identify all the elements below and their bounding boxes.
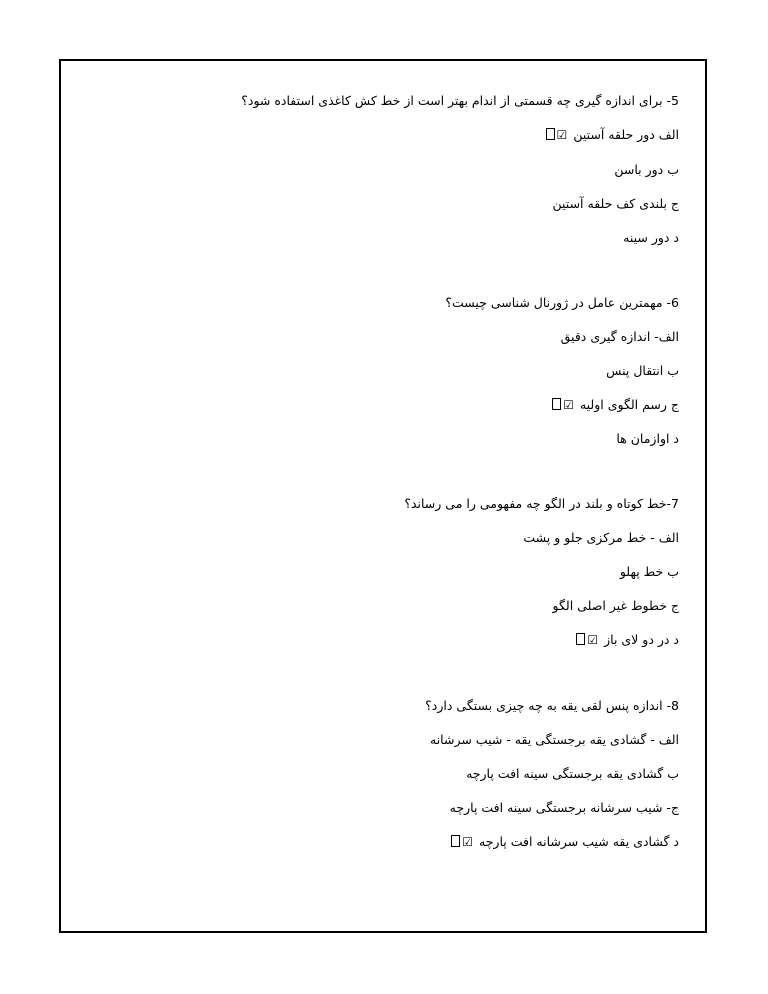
question-7-option-d[interactable] xyxy=(576,632,679,648)
question-5-option-a[interactable] xyxy=(546,127,679,143)
question-8-option-c[interactable]: ج- شیب سرشانه برجستگی سینه افت پارچه xyxy=(449,800,679,815)
empty-box-icon xyxy=(546,128,555,140)
question-7-option-c[interactable]: ج خطوط غیر اصلی الگو xyxy=(552,598,679,613)
empty-box-icon xyxy=(451,835,460,847)
answer-mark xyxy=(546,127,569,143)
answer-mark xyxy=(451,834,474,850)
question-7-text: 7-خط کوتاه و بلند در الگو چه مفهومی را می رساند؟ xyxy=(404,496,679,511)
question-6-option-a[interactable]: الف- اندازه گیری دقیق xyxy=(560,329,679,344)
question-6-option-c[interactable] xyxy=(552,397,679,413)
option-label: د در دو لای باز xyxy=(604,632,679,647)
question-5-option-c[interactable]: ج بلندی کف حلقه آستین xyxy=(552,196,679,211)
check-icon: ☑ xyxy=(556,128,569,142)
question-5-text: 5- برای اندازه گیری چه قسمتی از اندام بهتر است از خط کش کاغذی استفاده شود؟ xyxy=(241,93,679,108)
answer-mark xyxy=(552,397,575,413)
check-icon: ☑ xyxy=(587,633,600,647)
check-icon: ☑ xyxy=(563,398,575,412)
question-8-option-a[interactable]: الف - گشادی یقه برجستگی یقه - شیب سرشانه xyxy=(430,732,679,747)
question-6-option-b[interactable]: ب انتقال پنس xyxy=(606,363,679,378)
option-label: د گشادی یقه شیب سرشانه افت پارچه xyxy=(479,834,679,849)
check-icon: ☑ xyxy=(462,835,474,849)
question-5-option-b[interactable]: ب دور باسن xyxy=(614,162,679,177)
question-7-option-a[interactable]: الف - خط مرکزی جلو و پشت xyxy=(523,530,679,545)
question-7-option-b[interactable]: ب خط پهلو xyxy=(619,564,679,579)
empty-box-icon xyxy=(552,398,561,410)
empty-box-icon xyxy=(576,633,585,645)
question-6-text: 6- مهمترین عامل در ژورنال شناسی چیست؟ xyxy=(445,295,679,310)
question-8-option-d[interactable] xyxy=(451,834,679,850)
question-8-option-b[interactable]: ب گشادی یقه برجستگی سینه افت پارچه xyxy=(466,766,679,781)
question-6-option-d[interactable]: د اوازمان ها xyxy=(616,431,679,446)
question-5-option-d[interactable]: د دور سینه xyxy=(623,230,679,245)
answer-mark xyxy=(576,632,599,648)
question-8-text: 8- اندازه پنس لقی یقه به چه چیزی بستگی دارد؟ xyxy=(425,698,679,713)
option-label: الف دور حلقه آستین xyxy=(573,127,679,142)
option-label: ج رسم الگوی اولیه xyxy=(579,397,679,412)
